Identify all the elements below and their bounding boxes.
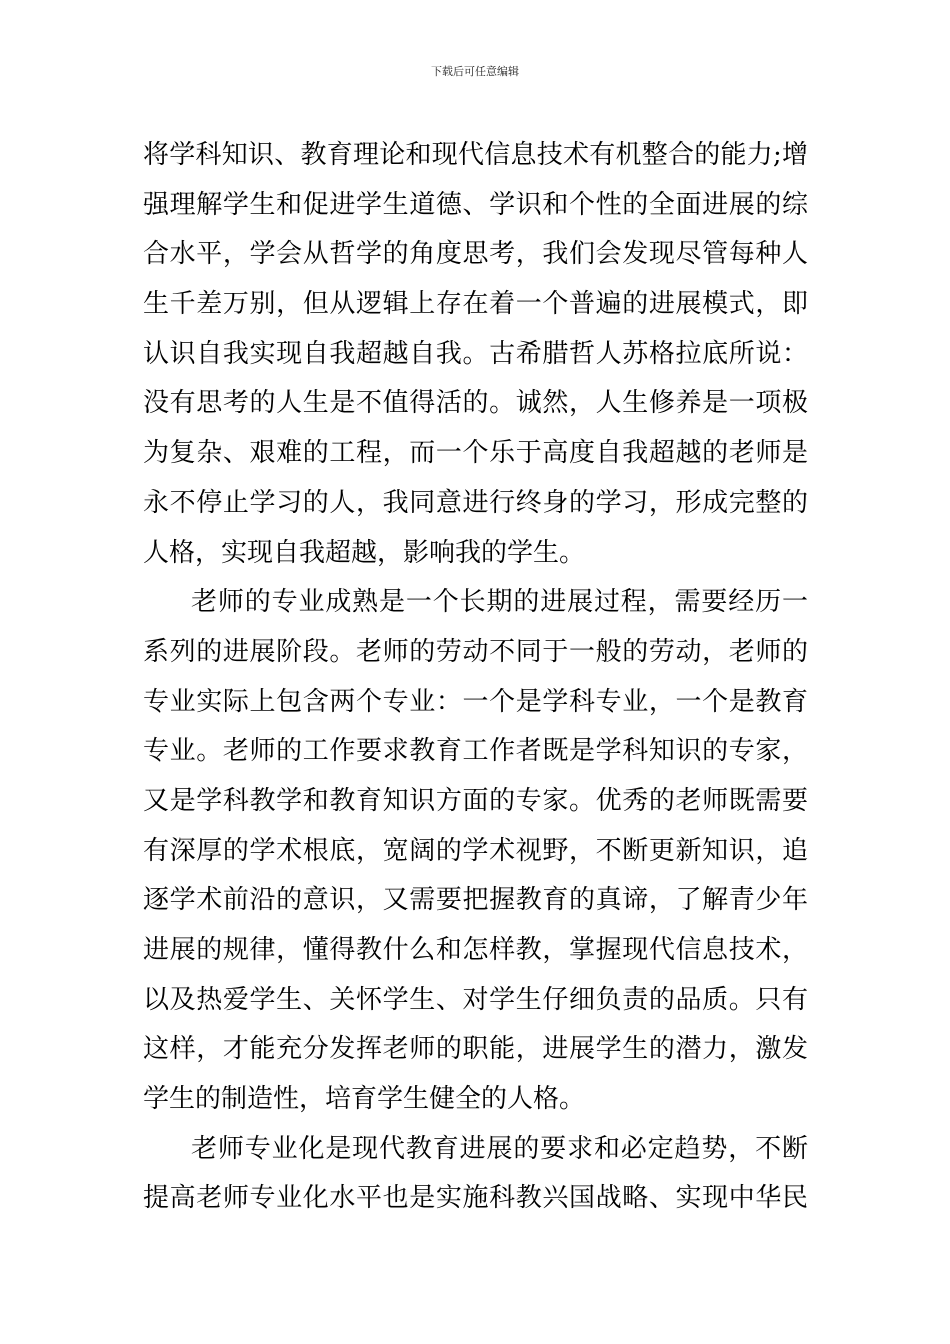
text-line: 人格，实现自我超越，影响我的学生。 [143,537,586,568]
text-line: 强理解学生和促进学生道德、学识和个性的全面进展的综 [143,189,808,220]
text-line: 以及热爱学生、关怀学生、对学生仔细负责的品质。只有 [143,984,808,1015]
text-line: 将学科知识、教育理论和现代信息技术有机整合的能力;增 [143,140,808,170]
text-line: 永不停止学习的人，我同意进行终身的学习，形成完整的 [143,487,808,518]
text-line: 又是学科教学和教育知识方面的专家。优秀的老师既需要 [143,785,808,816]
text-line: 专业。老师的工作要求教育工作者既是学科知识的专家， [143,736,808,767]
text-line: 专业实际上包含两个专业：一个是学科专业，一个是教育 [143,686,808,717]
text-line: 系列的进展阶段。老师的劳动不同于一般的劳动，老师的 [143,636,808,667]
text-line: 这样，才能充分发挥老师的职能，进展学生的潜力，激发 [143,1034,808,1065]
text-line: 老师的专业成熟是一个长期的进展过程，需要经历一 [191,587,808,618]
text-line: 逐学术前沿的意识，又需要把握教育的真谛，了解青少年 [143,885,808,916]
text-line: 为复杂、艰难的工程，而一个乐于高度自我超越的老师是 [143,438,808,469]
text-line: 没有思考的人生是不值得活的。诚然，人生修养是一项极 [143,388,808,419]
text-line: 提高老师专业化水平也是实施科教兴国战略、实现中华民 [143,1183,808,1214]
page-header: 下载后可任意编辑 [431,65,519,78]
text-line: 学生的制造性，培育学生健全的人格。 [143,1084,586,1115]
text-line: 老师专业化是现代教育进展的要求和必定趋势，不断 [191,1133,808,1164]
text-line: 有深厚的学术根底，宽阔的学术视野，不断更新知识，追 [143,835,808,866]
text-line: 认识自我实现自我超越自我。古希腊哲人苏格拉底所说： [143,338,808,369]
body-text [143,131,808,1224]
text-line: 合水平，学会从哲学的角度思考，我们会发现尽管每种人 [143,239,808,270]
text-line: 生千差万别，但从逻辑上存在着一个普遍的进展模式，即 [143,289,808,320]
text-line: 进展的规律，懂得教什么和怎样教，掌握现代信息技术， [143,935,808,965]
